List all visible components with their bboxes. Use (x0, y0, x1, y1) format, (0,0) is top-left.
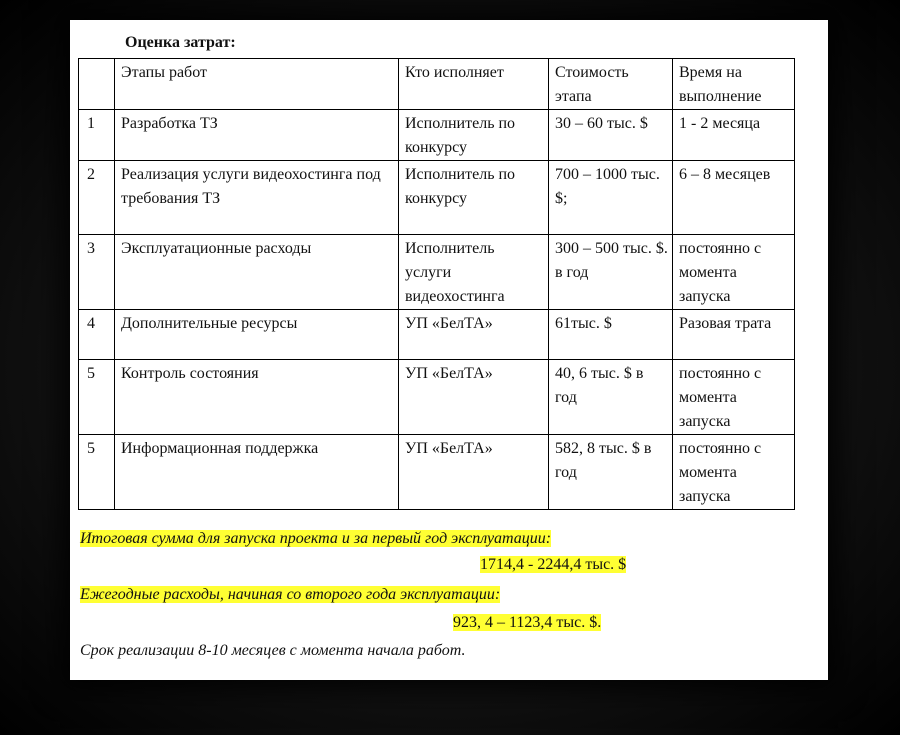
table-header-row (79, 59, 795, 110)
table-row (79, 435, 795, 510)
row-number: 5 (79, 435, 115, 510)
summary-first-year-total: 1714,4 - 2244,4 тыс. $ (480, 556, 627, 573)
row-executor: Исполнитель услуги видеохостинга (399, 235, 549, 310)
header-cell-duration: Время на выполнение (673, 59, 795, 110)
row-cost: 40, 6 тыс. $ в год (549, 360, 673, 435)
header-cell-cost: Стоимость этапа (549, 59, 673, 110)
table-row (79, 235, 795, 310)
row-duration: 1 - 2 месяца (673, 110, 795, 161)
table-row (79, 360, 795, 435)
row-number: 2 (79, 161, 115, 235)
row-number: 1 (79, 110, 115, 161)
implementation-period-note: Срок реализации 8-10 месяцев с момента начала работ. (80, 642, 466, 659)
row-duration: Разовая трата (673, 310, 795, 360)
row-cost: 700 – 1000 тыс. $; (549, 161, 673, 235)
row-duration: постоянно с момента запуска (673, 360, 795, 435)
row-stage: Контроль состояния (115, 360, 399, 435)
row-duration: постоянно с момента запуска (673, 435, 795, 510)
cost-estimate-table (78, 58, 795, 510)
row-stage: Информационная поддержка (115, 435, 399, 510)
document-page (70, 20, 828, 680)
summary-annual-total: 923, 4 – 1123,4 тыс. $. (453, 614, 602, 631)
row-number: 3 (79, 235, 115, 310)
row-duration: постоянно с момента запуска (673, 235, 795, 310)
row-number: 4 (79, 310, 115, 360)
row-stage: Разработка ТЗ (115, 110, 399, 161)
row-duration: 6 – 8 месяцев (673, 161, 795, 235)
row-cost: 582, 8 тыс. $ в год (549, 435, 673, 510)
table-row (79, 110, 795, 161)
row-stage: Реализация услуги видеохостинга под требования ТЗ (115, 161, 399, 235)
header-cell-executor: Кто исполняет (399, 59, 549, 110)
header-cell-number (79, 59, 115, 110)
row-executor: Исполнитель по конкурсу (399, 110, 549, 161)
row-executor: Исполнитель по конкурсу (399, 161, 549, 235)
row-cost: 30 – 60 тыс. $ (549, 110, 673, 161)
header-cell-stages: Этапы работ (115, 59, 399, 110)
row-cost: 300 – 500 тыс. $. в год (549, 235, 673, 310)
document-title: Оценка затрат: (125, 34, 236, 51)
summary-annual-label: Ежегодные расходы, начиная со второго года эксплуатации: (80, 586, 501, 603)
row-stage: Эксплуатационные расходы (115, 235, 399, 310)
row-executor: УП «БелТА» (399, 360, 549, 435)
table-row (79, 161, 795, 235)
summary-first-year-label: Итоговая сумма для запуска проекта и за первый год эксплуатации: (80, 530, 552, 547)
row-stage: Дополнительные ресурсы (115, 310, 399, 360)
table-row (79, 310, 795, 360)
row-executor: УП «БелТА» (399, 310, 549, 360)
row-executor: УП «БелТА» (399, 435, 549, 510)
row-number: 5 (79, 360, 115, 435)
row-cost: 61тыс. $ (549, 310, 673, 360)
